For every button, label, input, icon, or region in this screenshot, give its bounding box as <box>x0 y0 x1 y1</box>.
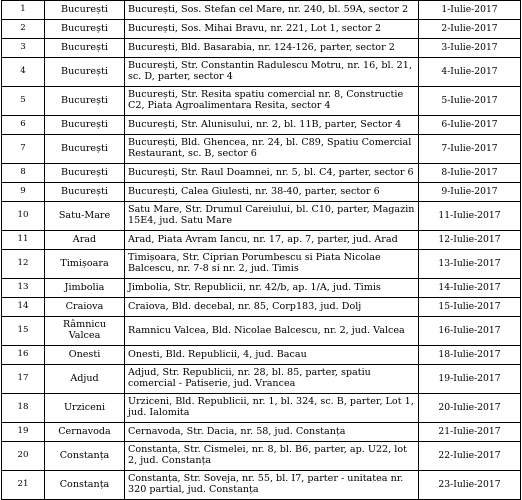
table-row <box>2 87 521 116</box>
address-cell: Constanța, Str. Soveja, nr. 55, bl. I7, parter - unitatea nr. 320 partial, jud. Constanța <box>125 471 419 500</box>
row-number: 19 <box>2 423 45 442</box>
city-cell: București <box>45 39 125 58</box>
row-number: 17 <box>2 365 45 394</box>
city-cell: Urziceni <box>45 394 125 423</box>
date-cell: 9-Iulie-2017 <box>419 183 521 202</box>
table-row <box>2 135 521 164</box>
row-number: 8 <box>2 164 45 183</box>
address-cell: București, Str. Resita spatiu comercial nr. 8, Constructie C2, Piata Agroalimentara Resita, sector 4 <box>125 87 419 116</box>
city-cell: Cernavoda <box>45 423 125 442</box>
row-number: 12 <box>2 250 45 279</box>
row-number: 13 <box>2 279 45 298</box>
date-cell: 1-Iulie-2017 <box>419 1 521 20</box>
address-cell: București, Str. Alunisului, nr. 2, bl. 11B, parter, Sector 4 <box>125 116 419 135</box>
city-cell: Onesti <box>45 346 125 365</box>
date-cell: 23-Iulie-2017 <box>419 471 521 500</box>
row-number: 20 <box>2 442 45 471</box>
city-cell: București <box>45 20 125 39</box>
city-cell: Constanța <box>45 442 125 471</box>
row-number: 9 <box>2 183 45 202</box>
table-row <box>2 394 521 423</box>
city-cell: București <box>45 1 125 20</box>
row-number: 11 <box>2 231 45 250</box>
address-cell: Onesti, Bld. Republicii, 4, jud. Bacau <box>125 346 419 365</box>
date-cell: 7-Iulie-2017 <box>419 135 521 164</box>
row-number: 5 <box>2 87 45 116</box>
address-cell: Urziceni, Bld. Republicii, nr. 1, bl. 324, sc. B, parter, Lot 1, jud. Ialomita <box>125 394 419 423</box>
address-cell: Satu Mare, Str. Drumul Careiului, bl. C10, parter, Magazin 15E4, jud. Satu Mare <box>125 202 419 231</box>
date-cell: 13-Iulie-2017 <box>419 250 521 279</box>
city-cell: București <box>45 183 125 202</box>
address-cell: Cernavoda, Str. Dacia, nr. 58, jud. Constanța <box>125 423 419 442</box>
row-number: 10 <box>2 202 45 231</box>
date-cell: 21-Iulie-2017 <box>419 423 521 442</box>
date-cell: 16-Iulie-2017 <box>419 317 521 346</box>
city-cell: București <box>45 87 125 116</box>
row-number: 6 <box>2 116 45 135</box>
city-cell: București <box>45 116 125 135</box>
date-cell: 18-Iulie-2017 <box>419 346 521 365</box>
city-cell: București <box>45 135 125 164</box>
address-cell: Jimbolia, Str. Republicii, nr. 42/b, ap. 1/A, jud. Timis <box>125 279 419 298</box>
row-number: 21 <box>2 471 45 500</box>
address-cell: București, Bld. Ghencea, nr. 24, bl. C89, Spatiu Comercial Restaurant, sc. B, sector 6 <box>125 135 419 164</box>
row-number: 1 <box>2 1 45 20</box>
date-cell: 22-Iulie-2017 <box>419 442 521 471</box>
date-cell: 20-Iulie-2017 <box>419 394 521 423</box>
address-cell: București, Sos. Stefan cel Mare, nr. 240, bl. 59A, sector 2 <box>125 1 419 20</box>
table-row <box>2 250 521 279</box>
table-row <box>2 346 521 365</box>
address-cell: București, Bld. Basarabia, nr. 124-126, parter, sector 2 <box>125 39 419 58</box>
address-cell: Arad, Piata Avram Iancu, nr. 17, ap. 7, parter, jud. Arad <box>125 231 419 250</box>
table-row <box>2 298 521 317</box>
date-cell: 11-Iulie-2017 <box>419 202 521 231</box>
table-row <box>2 39 521 58</box>
row-number: 16 <box>2 346 45 365</box>
date-cell: 4-Iulie-2017 <box>419 58 521 87</box>
table-row <box>2 317 521 346</box>
city-cell: Timișoara <box>45 250 125 279</box>
city-cell: Jimbolia <box>45 279 125 298</box>
row-number: 2 <box>2 20 45 39</box>
table-row <box>2 202 521 231</box>
city-cell: Satu-Mare <box>45 202 125 231</box>
row-number: 4 <box>2 58 45 87</box>
date-cell: 8-Iulie-2017 <box>419 164 521 183</box>
date-cell: 12-Iulie-2017 <box>419 231 521 250</box>
address-cell: Constanța, Str. Cismelei, nr. 8, bl. B6, parter, ap. U22, lot 2, jud. Constanța <box>125 442 419 471</box>
address-cell: București, Str. Constantin Radulescu Motru, nr. 16, bl. 21, sc. D, parter, sector 4 <box>125 58 419 87</box>
date-cell: 2-Iulie-2017 <box>419 20 521 39</box>
address-cell: București, Sos. Mihai Bravu, nr. 221, Lot 1, sector 2 <box>125 20 419 39</box>
date-cell: 19-Iulie-2017 <box>419 365 521 394</box>
city-cell: Adjud <box>45 365 125 394</box>
address-cell: Craiova, Bld. decebal, nr. 85, Corp183, jud. Dolj <box>125 298 419 317</box>
date-cell: 6-Iulie-2017 <box>419 116 521 135</box>
locations-table <box>1 0 521 500</box>
address-cell: București, Str. Raul Doamnei, nr. 5, bl. C4, parter, sector 6 <box>125 164 419 183</box>
address-cell: Ramnicu Valcea, Bld. Nicolae Balcescu, nr. 2, jud. Valcea <box>125 317 419 346</box>
table-row <box>2 183 521 202</box>
table-row <box>2 365 521 394</box>
city-cell: București <box>45 164 125 183</box>
city-cell: Râmnicu Valcea <box>45 317 125 346</box>
city-cell: Craiova <box>45 298 125 317</box>
city-cell: București <box>45 58 125 87</box>
row-number: 3 <box>2 39 45 58</box>
table-row <box>2 116 521 135</box>
row-number: 18 <box>2 394 45 423</box>
row-number: 15 <box>2 317 45 346</box>
city-cell: Arad <box>45 231 125 250</box>
table-row <box>2 20 521 39</box>
row-number: 14 <box>2 298 45 317</box>
city-cell: Constanța <box>45 471 125 500</box>
date-cell: 5-Iulie-2017 <box>419 87 521 116</box>
table-row <box>2 1 521 20</box>
date-cell: 14-Iulie-2017 <box>419 279 521 298</box>
date-cell: 15-Iulie-2017 <box>419 298 521 317</box>
address-cell: Timișoara, Str. Ciprian Porumbescu si Piata Nicolae Balcescu, nr. 7-8 si nr. 2, jud. Timis <box>125 250 419 279</box>
locations-table-body <box>2 1 521 500</box>
address-cell: București, Calea Giulesti, nr. 38-40, parter, sector 6 <box>125 183 419 202</box>
row-number: 7 <box>2 135 45 164</box>
table-row <box>2 471 521 500</box>
date-cell: 3-Iulie-2017 <box>419 39 521 58</box>
table-row <box>2 279 521 298</box>
table-row <box>2 164 521 183</box>
address-cell: Adjud, Str. Republicii, nr. 28, bl. 85, parter, spatiu comercial - Patiserie, jud. Vrancea <box>125 365 419 394</box>
table-row <box>2 231 521 250</box>
table-row <box>2 58 521 87</box>
table-row <box>2 423 521 442</box>
table-row <box>2 442 521 471</box>
